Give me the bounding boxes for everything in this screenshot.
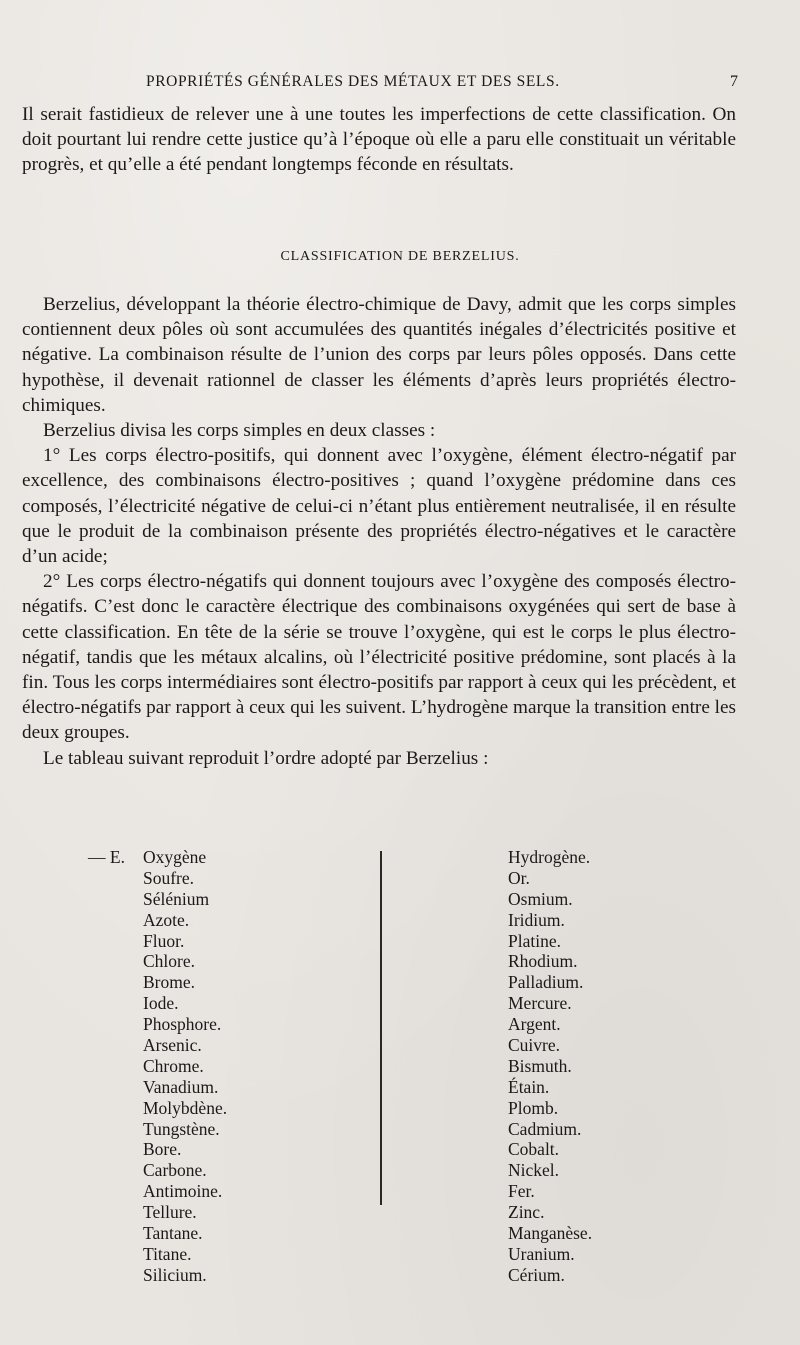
- element-entry: Chrome.: [143, 1055, 204, 1076]
- paragraph: Le tableau suivant reproduit l’ordre adopté par Berzelius :: [43, 747, 489, 769]
- element-entry: Phosphore.: [143, 1014, 222, 1035]
- running-header: [0, 73, 800, 93]
- paragraph: 1° Les corps électro-positifs, qui donnent avec l’oxygène, élément électro-négatif par excellence, des combinaisons électro-positives ; quand l’oxygène prédomine dans ces composés, l’électricité négative de celui-ci n’étant plus entièrement neutralisée, il en résulte que le produit de la combinaison présente des propriétés électro-négatives et le caractère d’un acide;: [22, 445, 736, 568]
- element-entry: Plomb.: [508, 1097, 559, 1118]
- element-entry: Iridium.: [508, 909, 565, 930]
- intro-text: [22, 102, 736, 178]
- element-entry: Hydrogène.: [508, 847, 591, 867]
- element-entry: Palladium.: [508, 972, 584, 993]
- section-title: CLASSIFICATION DE BERZELIUS.: [280, 249, 520, 264]
- element-entry: Zinc.: [508, 1202, 545, 1223]
- element-entry: Vanadium.: [143, 1076, 219, 1097]
- column-divider: [380, 851, 382, 1205]
- element-entry: Argent.: [508, 1014, 561, 1035]
- element-entry: Manganèse.: [508, 1223, 593, 1244]
- berzelius-table: [0, 847, 800, 1285]
- paragraph: Berzelius divisa les corps simples en deux classes :: [43, 420, 436, 442]
- element-entry: Étain.: [508, 1076, 550, 1097]
- element-entry: Cadmium.: [508, 1118, 582, 1139]
- element-entry: Sélénium: [143, 888, 210, 909]
- element-entry: Or.: [508, 867, 530, 888]
- element-entry: Arsenic.: [143, 1035, 202, 1056]
- element-entry: Iode.: [143, 993, 179, 1014]
- element-entry: Mercure.: [508, 993, 572, 1014]
- negative-pole-label: — E.: [88, 847, 125, 867]
- element-entry: Osmium.: [508, 888, 573, 909]
- element-entry: Carbone.: [143, 1160, 207, 1181]
- element-entry: Platine.: [508, 930, 561, 951]
- paragraph: 2° Les corps électro-négatifs qui donnent toujours avec l’oxygène des composés électro-négatifs. C’est donc le caractère électrique des combinaisons oxygénées qui sert de base à cette classification. En tête de la série se trouve l’oxygène, qui est le corps le plus électro-négatif, tandis que les métaux alcalins, où l’électricité positive prédomine, sont placés à la fin. Tous les corps intermédiaires sont électro-positifs par rapport à ceux qui les précèdent, et électro-négatifs par rapport à ceux qui les suivent. L’hydrogène marque la transition entre les deux groupes.: [22, 571, 736, 744]
- element-entry: Bismuth.: [508, 1055, 572, 1076]
- page-number: 7: [730, 73, 738, 90]
- element-entry: Cuivre.: [508, 1035, 561, 1056]
- element-entry: Cobalt.: [508, 1139, 560, 1160]
- element-entry: Brome.: [143, 972, 196, 993]
- element-entry: Tellure.: [143, 1202, 197, 1223]
- element-entry: Oxygène: [143, 847, 207, 867]
- element-entry: Silicium.: [143, 1264, 207, 1285]
- element-entry: Fluor.: [143, 930, 185, 951]
- electro-positive-column: [508, 847, 592, 1286]
- electro-negative-column: [143, 847, 227, 1286]
- element-entry: Soufre.: [143, 867, 195, 888]
- paragraph: Berzelius, développant la théorie électro-chimique de Davy, admit que les corps simples contiennent deux pôles où sont accumulées des quantités inégales d’électricités positive et négative. La combinaison résulte de l’union des corps par leurs pôles opposés. Dans cette hypothèse, il devenait rationnel de classer les éléments d’après leurs propriétés électro-chimiques.: [22, 294, 736, 416]
- main-text: [22, 292, 736, 771]
- element-entry: Antimoine.: [143, 1181, 223, 1202]
- element-entry: Azote.: [143, 909, 190, 930]
- element-entry: Titane.: [143, 1243, 192, 1264]
- element-entry: Molybdène.: [143, 1097, 228, 1118]
- element-entry: Rhodium.: [508, 951, 578, 972]
- running-header-title: PROPRIÉTÉS GÉNÉRALES DES MÉTAUX ET DES SELS.: [146, 73, 560, 90]
- element-entry: Fer.: [508, 1181, 535, 1202]
- element-entry: Tantane.: [143, 1223, 203, 1244]
- element-entry: Nickel.: [508, 1160, 560, 1181]
- element-entry: Bore.: [143, 1139, 182, 1160]
- element-entry: Chlore.: [143, 951, 196, 972]
- intro-paragraph: Il serait fastidieux de relever une à une toutes les imperfections de cette classification. On doit pourtant lui rendre cette justice qu’à l’époque où elle a paru elle constituait un véritable progrès, et qu’elle a été pendant longtemps féconde en résultats.: [22, 104, 736, 176]
- element-entry: Uranium.: [508, 1243, 575, 1264]
- element-entry: Cérium.: [508, 1264, 565, 1285]
- element-entry: Tungstène.: [143, 1118, 220, 1139]
